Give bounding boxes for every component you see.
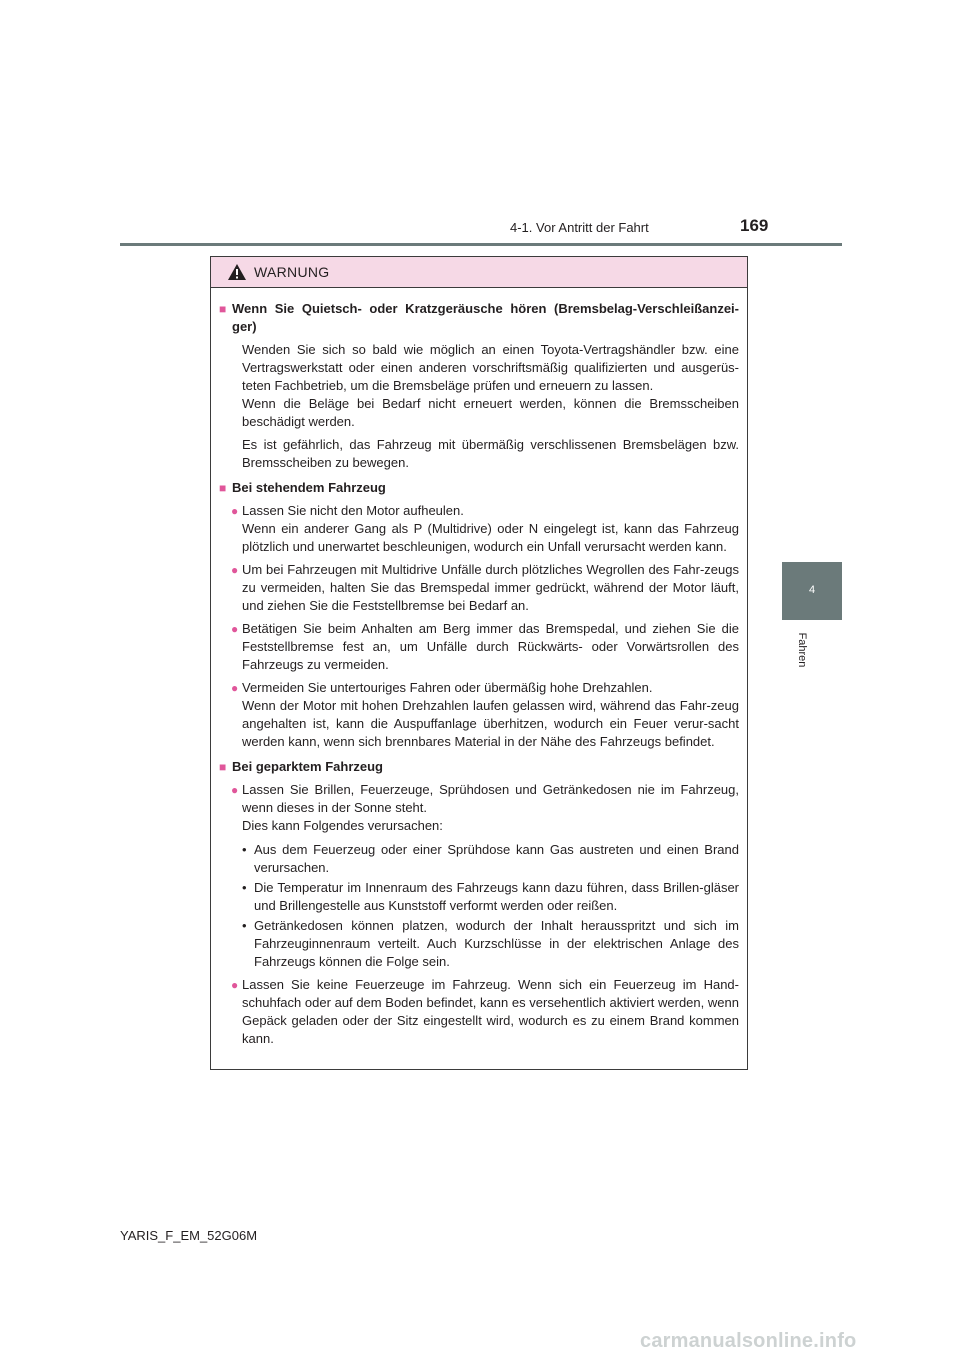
sub-list-item-text: Die Temperatur im Innenraum des Fahrzeugs kann dazu führen, dass Brillen-gläser und Brillengestelle aus Kunststoff verformt werden oder reißen. bbox=[254, 880, 739, 913]
section-heading-text: Wenn Sie Quietsch- oder Kratzgeräusche hören (Bremsbelag-Verschleißanzei-ger) bbox=[232, 301, 739, 334]
page-number: 169 bbox=[740, 216, 769, 235]
chapter-side-label bbox=[795, 630, 809, 674]
list-item-text: Lassen Sie keine Feuerzeuge im Fahrzeug. Wenn sich ein Feuerzeug im Hand-schuhfach oder auf dem Boden befindet, kann es versehentlich aktiviert werden, wenn Gepäck geladen oder der Sitz eingestellt wird, wodurch es zu einem Brand kommen kann. bbox=[242, 977, 739, 1046]
circle-bullet-icon: ● bbox=[231, 978, 239, 992]
list-item-text: Betätigen Sie beim Anhalten am Berg immer das Bremspedal, und ziehen Sie die Feststellbremse fest an, um Unfälle durch Rückwärts- oder Vorwärtsrollen des Fahrzeugs zu vermeiden. bbox=[242, 621, 739, 672]
header-section-title: 4-1. Vor Antritt der Fahrt bbox=[510, 220, 649, 235]
warning-box bbox=[210, 256, 748, 1070]
square-bullet-icon: ■ bbox=[219, 302, 227, 316]
sub-list-item bbox=[242, 917, 739, 971]
warning-triangle-icon bbox=[227, 263, 247, 281]
sub-list-item bbox=[242, 841, 739, 877]
chapter-tab-number: 4 bbox=[808, 584, 816, 596]
section-heading bbox=[219, 300, 739, 336]
paragraph: Es ist gefährlich, das Fahrzeug mit übermäßig verschlissenen Bremsbelägen bzw. Bremsscheiben zu bewegen. bbox=[242, 437, 739, 470]
circle-bullet-icon: ● bbox=[231, 563, 239, 577]
warning-header bbox=[211, 257, 747, 288]
list-item-text: Lassen Sie nicht den Motor aufheulen. Wenn ein anderer Gang als P (Multidrive) oder N eingelegt ist, kann das Fahrzeug plötzlich und unerwartet beschleunigen, wodurch ein Unfall verursacht werden kann. bbox=[242, 503, 739, 554]
list-item bbox=[231, 679, 739, 751]
section-heading-text: Bei geparktem Fahrzeug bbox=[232, 759, 383, 774]
paragraph: Wenn die Beläge bei Bedarf nicht erneuert werden, können die Bremsscheiben beschädigt werden. bbox=[242, 396, 739, 429]
list-item bbox=[231, 781, 739, 835]
circle-bullet-icon: ● bbox=[231, 504, 239, 518]
sub-list-item bbox=[242, 879, 739, 915]
warning-body bbox=[211, 288, 747, 1048]
list-item bbox=[231, 976, 739, 1048]
dot-bullet-icon: • bbox=[242, 880, 247, 895]
list-item bbox=[231, 502, 739, 556]
dot-bullet-icon: • bbox=[242, 918, 247, 933]
list-item-text: Vermeiden Sie untertouriges Fahren oder übermäßig hohe Drehzahlen. Wenn der Motor mit hohen Drehzahlen laufen gelassen wird, während das Fahr-zeug angehalten ist, kann die Auspuffanlage überhitzen, wodurch ein Feuer verur-sacht werden kann, wenn sich brennbares Material in der Nähe des Fahrzeugs befindet. bbox=[242, 680, 739, 749]
section-heading bbox=[219, 479, 739, 497]
list-item bbox=[231, 561, 739, 615]
list-item-text: Um bei Fahrzeugen mit Multidrive Unfälle durch plötzliches Wegrollen des Fahr-zeugs zu vermeiden, halten Sie das Bremspedal immer gedrückt, während der Motor läuft, und ziehen Sie die Feststellbremse bei Bedarf an. bbox=[242, 562, 739, 613]
sub-list-item-text: Aus dem Feuerzeug oder einer Sprühdose kann Gas austreten und einen Brand verursachen. bbox=[254, 842, 739, 875]
warning-title: WARNUNG bbox=[254, 264, 330, 280]
dot-bullet-icon: • bbox=[242, 842, 247, 857]
square-bullet-icon: ■ bbox=[219, 481, 227, 495]
circle-bullet-icon: ● bbox=[231, 622, 239, 636]
watermark: carmanualsonline.info bbox=[640, 1330, 857, 1352]
square-bullet-icon: ■ bbox=[219, 760, 227, 774]
chapter-side-label-text: Fahren bbox=[796, 632, 808, 668]
header-rule bbox=[120, 243, 842, 246]
document-id: YARIS_F_EM_52G06M bbox=[120, 1228, 258, 1243]
list-item bbox=[231, 620, 739, 674]
chapter-tab bbox=[782, 562, 842, 620]
paragraph: Wenden Sie sich so bald wie möglich an einen Toyota-Vertragshändler bzw. eine Vertragswerkstatt oder einen anderen vorschriftsmäßig qualifizierten und ausgerüs-teten Fachbetrieb, um die Bremsbeläge prüfen und erneuern zu lassen. bbox=[242, 342, 739, 393]
section-heading bbox=[219, 758, 739, 776]
list-item-text: Lassen Sie Brillen, Feuerzeuge, Sprühdosen und Getränkedosen nie im Fahrzeug, wenn dieses in der Sonne steht. Dies kann Folgendes verursachen: bbox=[242, 782, 739, 833]
section-heading-text: Bei stehendem Fahrzeug bbox=[232, 480, 386, 495]
sub-list-item-text: Getränkedosen können platzen, wodurch der Inhalt herausspritzt und sich im Fahrzeuginnenraum verteilt. Auch Kurzschlüsse in der elektrischen Anlage des Fahrzeugs können die Folge sein. bbox=[254, 918, 739, 969]
circle-bullet-icon: ● bbox=[231, 681, 239, 695]
circle-bullet-icon: ● bbox=[231, 783, 239, 797]
